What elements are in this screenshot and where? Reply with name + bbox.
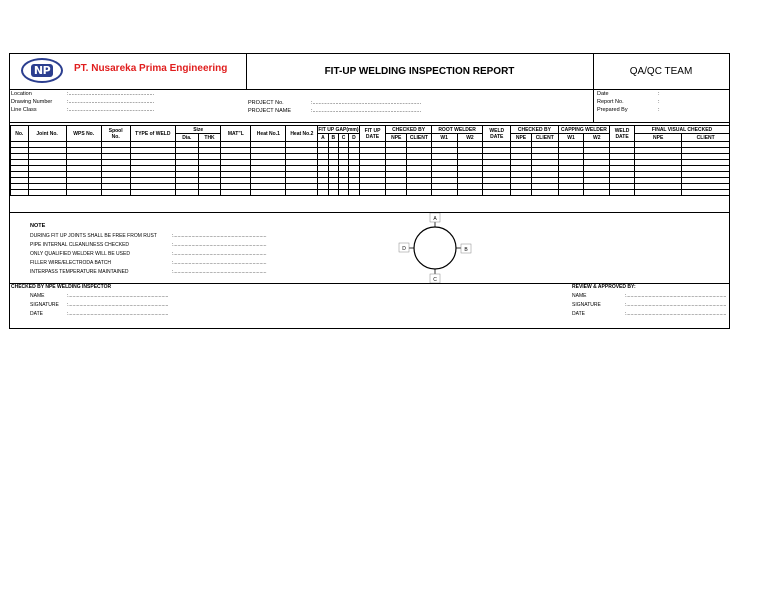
sub-w2-root: W2 (457, 134, 483, 142)
col-no: No. (11, 126, 29, 142)
sub-dia: Dia. (176, 134, 199, 142)
sub-npe-3: NPE (634, 134, 681, 142)
label-b: B (464, 247, 468, 253)
col-fit-up-date: FIT UP DATE (359, 126, 386, 142)
label-a: A (433, 216, 437, 222)
col-material: MAT"L (221, 126, 251, 142)
note-item: PIPE INTERNAL CLEANLINESS CHECKED (30, 242, 130, 248)
table-cell[interactable] (221, 190, 251, 196)
table-cell[interactable] (286, 190, 318, 196)
table-cell[interactable] (407, 190, 432, 196)
drawing-number-value: :........................................................ (67, 99, 155, 105)
sub-client-1: CLIENT (407, 134, 432, 142)
project-name-label: PROJECT NAME (248, 108, 291, 114)
sub-w1-root: W1 (431, 134, 457, 142)
note-item: FILLER WIRE/ELECTRODA BATCH (30, 260, 112, 266)
table-cell[interactable] (318, 190, 328, 196)
table-cell[interactable] (682, 190, 730, 196)
table-cell[interactable] (531, 190, 558, 196)
inspector-date-field: :........................................................................ (67, 311, 169, 317)
col-type-of-weld: TYPE of WELD (130, 126, 175, 142)
sub-gap-c: C (338, 134, 348, 142)
approver-date-field: :........................................................................ (625, 311, 727, 317)
table-cell[interactable] (66, 190, 101, 196)
sub-w2-cap: W2 (584, 134, 610, 142)
col-heat-no-1: Heat No.1 (251, 126, 286, 142)
project-no-label: PROJECT No. (248, 100, 284, 106)
col-joint-no: Joint No. (28, 126, 66, 142)
inspection-table (10, 125, 730, 196)
prepared-by-colon: : (658, 107, 660, 113)
table-cell[interactable] (338, 190, 348, 196)
sub-gap-d: D (349, 134, 359, 142)
location-label: Location (11, 91, 32, 97)
table-cell[interactable] (386, 190, 407, 196)
table-cell[interactable] (610, 190, 635, 196)
table-cell[interactable] (130, 190, 175, 196)
info-divider (593, 90, 594, 122)
pipe-circle (414, 227, 456, 269)
inspector-name-field: :........................................................................ (67, 293, 169, 299)
table-cell[interactable] (176, 190, 199, 196)
note-field: :................................................................... (172, 251, 267, 257)
table-cell[interactable] (584, 190, 610, 196)
table-cell[interactable] (328, 190, 338, 196)
note-field: :................................................................... (172, 260, 267, 266)
report-no-colon: : (658, 99, 660, 105)
sub-thk: THK (198, 134, 221, 142)
col-wps-no: WPS No. (66, 126, 101, 142)
logo-cell (10, 54, 247, 89)
company-logo (21, 58, 63, 83)
approver-name-label: NAME (572, 293, 587, 299)
logo-text: NP (31, 64, 53, 77)
sub-gap-b: B (328, 134, 338, 142)
note-field: :................................................................... (172, 233, 267, 239)
col-weld-date-2: WELD DATE (610, 126, 635, 142)
table-cell[interactable] (101, 190, 130, 196)
date-label: Date (597, 91, 609, 97)
team-label: QA/QC TEAM (629, 66, 693, 77)
report-no-label: Report No. (597, 99, 624, 105)
col-checked-by-2: CHECKED BY (511, 126, 558, 134)
approver-signature-field: :........................................................................ (625, 302, 727, 308)
col-spool-no: Spool No. (101, 126, 130, 142)
note-title: NOTE (30, 223, 46, 229)
approver-name-field: :........................................................................ (625, 293, 727, 299)
col-checked-by-1: CHECKED BY (386, 126, 431, 134)
sub-client-3: CLIENT (682, 134, 730, 142)
table-cell[interactable] (359, 190, 386, 196)
note-field: :................................................................... (172, 269, 267, 275)
table-row (11, 190, 730, 196)
line-class-label: Line Class (11, 107, 37, 113)
inspector-date-label: DATE (30, 311, 43, 317)
inspector-signature-label: SIGNATURE (30, 302, 59, 308)
inspector-title: CHECKED BY NPE WELDING INSPECTOR (11, 284, 112, 290)
report-header (10, 54, 729, 90)
sub-w1-cap: W1 (558, 134, 584, 142)
inspection-report-sheet (9, 53, 730, 329)
approver-date-label: DATE (572, 311, 585, 317)
report-title: FIT-UP WELDING INSPECTION REPORT (246, 54, 594, 89)
table-cell[interactable] (457, 190, 483, 196)
inspector-signature-field: :........................................................................ (67, 302, 169, 308)
info-block (10, 90, 729, 123)
sub-npe-2: NPE (511, 134, 532, 142)
table-cell[interactable] (558, 190, 584, 196)
table-cell[interactable] (483, 190, 511, 196)
joint-position-diagram (390, 213, 490, 283)
table-cell[interactable] (511, 190, 532, 196)
signature-section (10, 283, 729, 329)
sub-gap-a: A (318, 134, 328, 142)
drawing-number-label: Drawing Number (11, 99, 53, 105)
col-final-visual: FINAL VISUAL CHECKED (634, 126, 729, 134)
note-item: DURING FIT UP JOINTS SHALL BE FREE FROM RUST (30, 233, 157, 239)
note-field: :................................................................... (172, 242, 267, 248)
company-name: PT. Nusareka Prima Engineering (74, 63, 228, 74)
line-class-value: :........................................................ (67, 107, 155, 113)
project-no-value: :....................................................................... (311, 100, 422, 106)
note-item: ONLY QUALIFIED WELDER WILL BE USED (30, 251, 130, 257)
col-heat-no-2: Heat No.2 (286, 126, 318, 142)
approver-title: REVIEW & APPROVED BY: (572, 284, 636, 290)
table-cell[interactable] (349, 190, 359, 196)
table-cell[interactable] (198, 190, 221, 196)
prepared-by-label: Prepared By (597, 107, 628, 113)
table-cell[interactable] (11, 190, 29, 196)
col-size: Size (176, 126, 221, 134)
col-root-welder: ROOT WELDER (431, 126, 483, 134)
col-fit-up-gap: FIT UP GAP(mm) (318, 126, 359, 133)
label-d: D (402, 246, 406, 252)
table-cell[interactable] (28, 190, 66, 196)
inspection-table-body (11, 142, 730, 196)
project-name-value: :....................................................................... (311, 108, 422, 114)
date-colon: : (658, 91, 660, 97)
table-cell[interactable] (251, 190, 286, 196)
sub-npe-1: NPE (386, 134, 407, 142)
col-weld-date-1: WELD DATE (483, 126, 511, 142)
col-capping-welder: CAPPING WELDER (558, 126, 610, 134)
label-c: C (433, 277, 437, 283)
notes-section (10, 212, 729, 284)
table-cell[interactable] (431, 190, 457, 196)
note-item: INTERPASS TEMPERATURE MAINTAINED (30, 269, 129, 275)
table-cell[interactable] (634, 190, 681, 196)
sub-client-2: CLIENT (531, 134, 558, 142)
location-value: :........................................................ (67, 91, 155, 97)
approver-signature-label: SIGNATURE (572, 302, 601, 308)
inspector-name-label: NAME (30, 293, 45, 299)
